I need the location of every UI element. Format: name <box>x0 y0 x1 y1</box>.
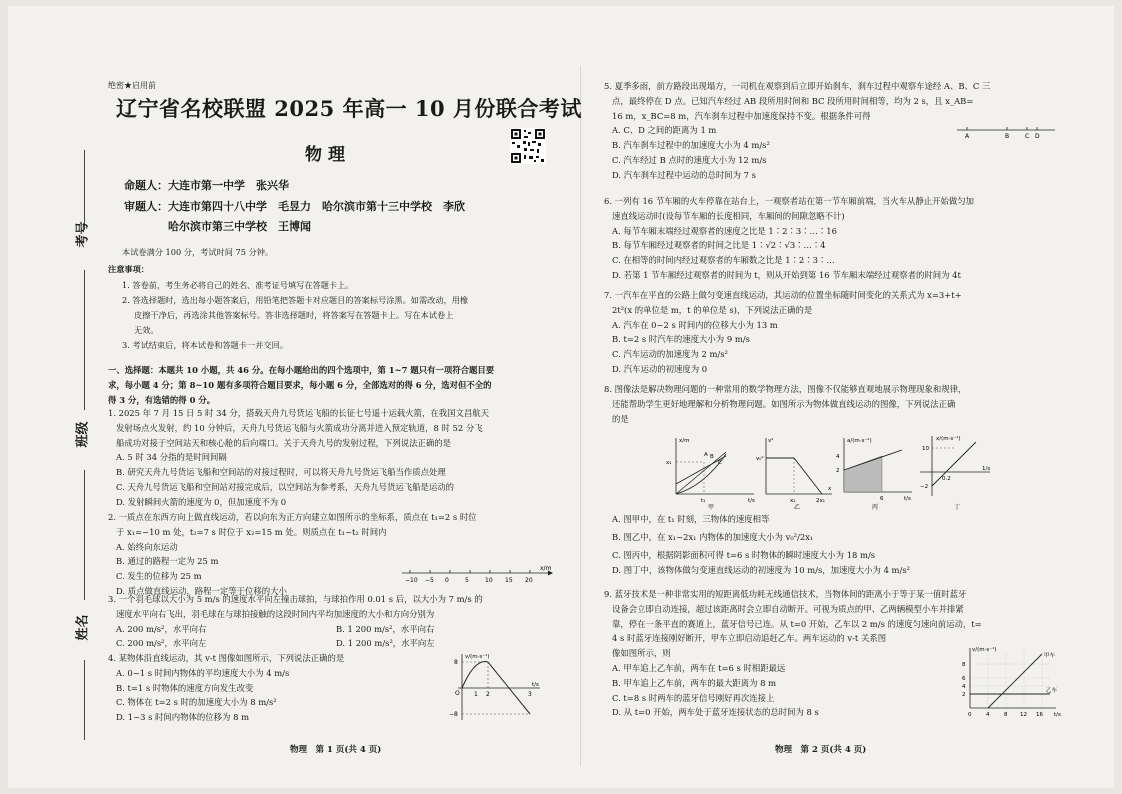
option-d: D. 图丁中，该物体做匀变速直线运动的初速度为 10 m/s，加速度大小为 4 m/s² <box>612 564 910 575</box>
question-5 <box>604 79 990 183</box>
section-line: 得 3 分，有选错的得 0 分。 <box>108 395 216 405</box>
question-line: 船成功对接于空间站天和核心舱的后向端口。关于天舟九号的发射过程，下列说法正确的是 <box>116 437 451 448</box>
question-8 <box>604 382 966 426</box>
note-item: 2. 答选择题时，选出每小题答案后，用铅笔把答题卡对应题目的答案标号涂黑。如需改动，用橡 <box>122 295 469 305</box>
q9-x16: 16 <box>1036 712 1043 718</box>
question-line: 速直线运动时(设每节车厢的长度相同，车厢间的间隙忽略不计) <box>612 210 845 221</box>
question-line: 16 m，x_BC=8 m，汽车刹车过程中加速度保持不变。根据条件可得 <box>612 110 871 121</box>
yi-caption: 乙 <box>794 504 801 510</box>
q9-y2: 2 <box>962 692 966 698</box>
option-d: D. 汽车运动的初速度为 0 <box>612 363 708 374</box>
question-8-options <box>612 512 910 577</box>
option-c: C. 200 m/s²，水平向左 <box>116 638 207 649</box>
option-a: A. 汽车在 0~2 s 时间内的位移大小为 13 m <box>612 319 778 330</box>
option-b: B. t=2 s 时汽车的速度大小为 9 m/s <box>612 334 750 345</box>
question-3 <box>108 592 556 651</box>
option-b: B. 通过的路程一定为 25 m <box>116 556 219 567</box>
question-line: 靠，停在一条平直的赛道上，蓝牙信号已连。从 t=0 开始，乙车以 2 m/s 的速度匀速向前运动，t= <box>612 618 982 629</box>
option-d: D. 1~3 s 时间内物体的位移为 8 m <box>116 712 250 723</box>
footer-right: 物理 第 2 页(共 4 页) <box>775 745 867 755</box>
q9-x12: 12 <box>1020 712 1027 718</box>
option-a: A. 每节车厢末端经过观察者的速度之比是 1∶2∶3∶…∶16 <box>612 225 837 236</box>
section-line: 求，每小题 4 分；第 8~10 题有多项符合题目要求，每小题 6 分，全部选对的得 6 分，选对但不全的 <box>108 380 492 390</box>
page-fold <box>580 66 581 766</box>
q4-t1: 1 <box>474 691 478 698</box>
number-line-label: −10 <box>405 577 418 584</box>
option-d: D. 发射瞬间火箭的速度为 0，但加速度不为 0 <box>116 496 287 507</box>
q9-x8: 8 <box>1004 712 1008 718</box>
note-item: 无效。 <box>134 325 159 335</box>
option-d: D. 质点做直线运动，路程一定等于位移的大小 <box>116 585 287 596</box>
question-9 <box>604 587 982 720</box>
question-line: 的是 <box>612 413 629 424</box>
q4-t2: 2 <box>486 691 490 698</box>
name-line-2 <box>84 270 85 410</box>
author-line: 哈尔滨市第三中学校 王博闻 <box>124 220 311 233</box>
question-6 <box>604 194 974 283</box>
option-c: C. 图丙中，根据阴影面积可得 t=6 s 时物体的瞬时速度大小为 18 m/s <box>612 549 876 560</box>
note-item: 皮擦干净后，再选涂其他答案标号。答非选择题时，将答案写在答题卡上。写在本试卷上 <box>134 310 454 320</box>
option-b: B. 甲车追上乙车前，两车的最大距离为 8 m <box>612 677 777 688</box>
q9-y8: 8 <box>962 662 966 668</box>
graph-jia <box>666 438 755 510</box>
q5-road-diagram <box>955 124 1059 142</box>
notes-heading: 注意事项： <box>108 264 149 274</box>
question-line: 速度水平向右飞出，羽毛球在与球拍接触的这段时间内平均加速度的大小和方向分别为 <box>116 608 435 619</box>
yi-ylabel: v² <box>768 438 774 444</box>
question-line: 设备会立即自动连接，超过该距离时会立即自动断开。可视为质点的甲、乙两辆模型小车并排紧 <box>612 603 964 614</box>
bing-xlabel: t/s <box>904 496 911 502</box>
option-d: D. 汽车刹车过程中运动的总时间为 7 s <box>612 169 756 180</box>
option-c: C. t=8 s 时两车的蓝牙信号刚好再次连接上 <box>612 692 775 703</box>
option-a: A. 始终向东运动 <box>116 541 178 552</box>
option-a: A. 5 时 34 分指的是时间间隔 <box>116 452 227 463</box>
jia-ylabel: x/m <box>679 438 690 444</box>
jia-a: A <box>704 452 708 458</box>
q9-vt-graph <box>960 644 1064 720</box>
question-line: 1. 2025 年 7 月 15 日 5 时 34 分，搭载天舟九号货运飞船的长征七号遥十运载火箭，在我国文昌航天 <box>108 408 490 418</box>
point-b: B <box>1005 133 1010 140</box>
option-a: A. 甲车追上乙车前，两车在 t=6 s 时相距最远 <box>612 662 786 673</box>
notes-list <box>122 278 468 353</box>
ding-y-2: −2 <box>920 484 929 490</box>
option-a: A. 0~1 s 时间内物体的平均速度大小为 4 m/s <box>116 667 290 678</box>
option-c: C. 汽车运动的加速度为 2 m/s² <box>612 349 728 360</box>
question-line: 2t²(x 的单位是 m，t 的单位是 s)，下列说法正确的是 <box>612 304 813 315</box>
q4-t3: 3 <box>528 691 532 698</box>
q9-y6: 6 <box>962 676 966 682</box>
secret-mark: 绝密★启用前 <box>108 81 156 90</box>
exam-title: 辽宁省名校联盟 2025 年高一 10 月份联合考试 <box>116 96 582 121</box>
note-item: 3. 考试结束后，将本试卷和答题卡一并交回。 <box>122 340 288 350</box>
question-1 <box>108 406 489 510</box>
q4-ybottom: −8 <box>449 711 458 718</box>
option-b: B. t=1 s 时物体的速度方向发生改变 <box>116 682 254 693</box>
number-line-label: 0 <box>445 577 449 584</box>
note-item: 1. 答卷前，考生务必将自己的姓名、准考证号填写在答题卡上。 <box>122 280 354 290</box>
option-c: C. 汽车经过 B 点时的速度大小为 12 m/s <box>612 154 767 165</box>
number-line-label: 5 <box>465 577 469 584</box>
option-d: D. 从 t=0 开始，两车处于蓝牙连接状态的总时间为 8 s <box>612 707 819 718</box>
number-line-unit: x/m <box>540 565 552 572</box>
question-line: 像如图所示，则 <box>612 648 671 659</box>
class-label: 班级 <box>75 421 91 448</box>
bing-a2: 2 <box>836 468 840 474</box>
q4-vt-graph <box>448 650 544 722</box>
yi-2x1: 2x₁ <box>816 498 825 504</box>
q4-origin: O <box>455 690 460 697</box>
q9-series-jia: 甲车 <box>1044 653 1056 659</box>
option-b: B. 图乙中，在 x₁~2x₁ 内物体的加速度大小为 v₀²/2x₁ <box>612 531 814 542</box>
jia-x1: x₁ <box>666 460 672 466</box>
graph-bing <box>836 437 912 510</box>
section-1-heading <box>108 363 494 408</box>
option-b: B. 研究天舟九号货运飞船和空间站的对接过程时，可以将天舟九号货运飞船当作质点处理 <box>116 467 446 478</box>
ding-xlabel: 1/s <box>982 466 991 472</box>
jia-t1: t₁ <box>701 498 706 504</box>
number-line-label: 10 <box>485 577 493 584</box>
point-c: C <box>1025 133 1030 140</box>
score-note: 本试卷满分 100 分，考试时间 75 分钟。 <box>122 247 274 257</box>
question-7 <box>604 288 962 377</box>
option-b: B. 1 200 m/s²，水平向右 <box>336 623 435 634</box>
question-line: 4. 某物体沿直线运动，其 v-t 图像如图所示，下列说法正确的是 <box>108 653 345 663</box>
question-line: 6. 一列有 16 节车厢的火车停靠在站台上，一观察者站在第一节车厢前端，当火车从静止开始做匀加 <box>604 196 975 206</box>
option-a: A. 200 m/s²，水平向右 <box>116 623 207 634</box>
jia-caption: 甲 <box>708 504 715 510</box>
q9-x0: 0 <box>968 712 972 718</box>
q9-series-yi: 乙车 <box>1046 688 1058 694</box>
question-4 <box>108 651 344 725</box>
point-a: A <box>965 133 970 140</box>
ding-caption: 丁 <box>954 504 961 510</box>
ding-y10: 10 <box>922 446 929 452</box>
bing-a1: 4 <box>836 454 840 460</box>
option-d: D. 若第 1 节车厢经过观察者的时间为 t，则从开始到第 16 节车厢末端经过观察者的时间为 4t <box>612 269 961 280</box>
subject-title: 物理 <box>305 145 351 165</box>
yi-v0: v₀² <box>756 456 764 462</box>
ding-ylabel: x/(m·s⁻¹) <box>936 436 961 442</box>
graph-ding <box>920 435 990 510</box>
q9-x4: 4 <box>986 712 990 718</box>
q9-ylabel: v/(m·s⁻¹) <box>972 647 997 653</box>
jia-b: B <box>710 454 714 460</box>
jia-xlabel: t/s <box>748 498 755 504</box>
option-d: D. 1 200 m/s²，水平向左 <box>336 638 435 649</box>
name-line-3 <box>84 470 85 600</box>
number-line-label: −5 <box>425 577 434 584</box>
q4-ylabel: v/(m·s⁻¹) <box>465 654 490 660</box>
option-a: A. C、D 之间的距离为 1 m <box>612 125 717 136</box>
name-label: 姓名 <box>75 614 91 641</box>
q9-xlabel: t/s <box>1054 712 1061 718</box>
question-line: 2. 一质点在东西方向上做直线运动，若以向东为正方向建立如图所示的坐标系，质点在 t₁=2 s 时位 <box>108 512 477 522</box>
ding-x02: 0.2 <box>942 476 951 482</box>
option-c: C. 发生的位移为 25 m <box>116 571 202 582</box>
graph-yi <box>756 437 832 510</box>
question-line: 3. 一个羽毛球以大小为 5 m/s 的速度水平向左撞击球拍，与球拍作用 0.01 s 后，以大小为 7 m/s 的 <box>108 594 483 604</box>
q9-y4: 4 <box>962 684 966 690</box>
q8-graphs <box>664 434 1064 510</box>
option-b: B. 汽车刹车过程中的加速度大小为 4 m/s² <box>612 140 770 151</box>
option-c: C. 在相等的时间内经过观察者的车厢数之比是 1∶2∶3∶… <box>612 255 835 266</box>
number-line-label: 15 <box>505 577 513 584</box>
option-c: C. 天舟九号货运飞船和空间站对接完成后，以空间站为参考系，天舟九号货运飞船是运动的 <box>116 481 455 492</box>
q4-xlabel: t/s <box>532 682 539 688</box>
authors-block <box>124 176 465 238</box>
section-line: 一、选择题：本题共 10 小题，共 46 分。在每小题给出的四个选项中，第 1~7 题只有一项符合题目要 <box>108 365 495 375</box>
author-line: 审题人：大连市第四十八中学 毛昱力 哈尔滨市第十三中学校 李欣 <box>124 199 465 213</box>
q4-ytop: 8 <box>454 659 458 666</box>
bing-ylabel: a/(m·s⁻²) <box>847 438 872 444</box>
question-line: 9. 蓝牙技术是一种非常实用的短距离低功耗无线通信技术，当物体间的距离小于等于某一值时蓝牙 <box>604 589 967 599</box>
exam-number-label: 考号 <box>75 221 91 248</box>
number-line-diagram <box>400 565 556 587</box>
option-a: A. 图甲中，在 t₁ 时刻，三物体的速度相等 <box>612 514 770 524</box>
qr-code-icon <box>510 128 546 164</box>
name-line-4 <box>84 660 85 740</box>
bing-caption: 丙 <box>872 504 879 510</box>
jia-c: C <box>718 460 722 466</box>
author-line: 命题人：大连市第一中学 张兴华 <box>124 179 289 192</box>
question-line: 4 s 时蓝牙连接刚好断开，甲车立即启动追赶乙车。两车运动的 v-t 关系图 <box>612 633 887 644</box>
point-d: D <box>1035 133 1040 140</box>
name-line-1 <box>84 150 85 230</box>
option-c: C. 物体在 t=2 s 时的加速度大小为 8 m/s² <box>116 697 277 708</box>
question-line: 发射场点火发射，约 10 分钟后，天舟九号货运飞船与火箭成功分离并进入预定轨道，8 时 52 分飞 <box>116 422 483 433</box>
question-line: 点，最终停在 D 点。已知汽车经过 AB 段所用时间和 BC 段所用时间相等，均为 2 s，且 x_AB= <box>612 95 974 106</box>
yi-x1: x₁ <box>790 498 796 504</box>
bing-t6: 6 <box>880 496 884 502</box>
yi-xlabel: x <box>828 486 832 492</box>
option-b: B. 每节车厢经过观察者的时间之比是 1∶√2∶√3∶…∶4 <box>612 240 826 251</box>
question-line: 8. 图像法是解决物理问题的一种常用的数学物理方法，图像不仅能够直观地展示物理现象和规律， <box>604 384 967 394</box>
question-line: 5. 夏季多雨，前方路段出现塌方，一司机在观察到后立即开始刹车，刹车过程中观察车途经 A、B、C 三 <box>604 81 991 91</box>
footer-left: 物理 第 1 页(共 4 页) <box>290 745 382 755</box>
question-line: 7. 一汽车在平直的公路上做匀变速直线运动，其运动的位置坐标随时间变化的关系式为 x=3+t+ <box>604 290 962 300</box>
number-line-label: 20 <box>525 577 533 584</box>
question-line: 于 x₁=−10 m 处，t₂=7 s 时位于 x₂=15 m 处。则质点在 t₁~t₂ 时间内 <box>116 526 387 537</box>
question-line: 还能帮助学生更好地理解和分析物理问题。如图所示为物体做直线运动的图像，下列说法正确 <box>612 398 956 409</box>
